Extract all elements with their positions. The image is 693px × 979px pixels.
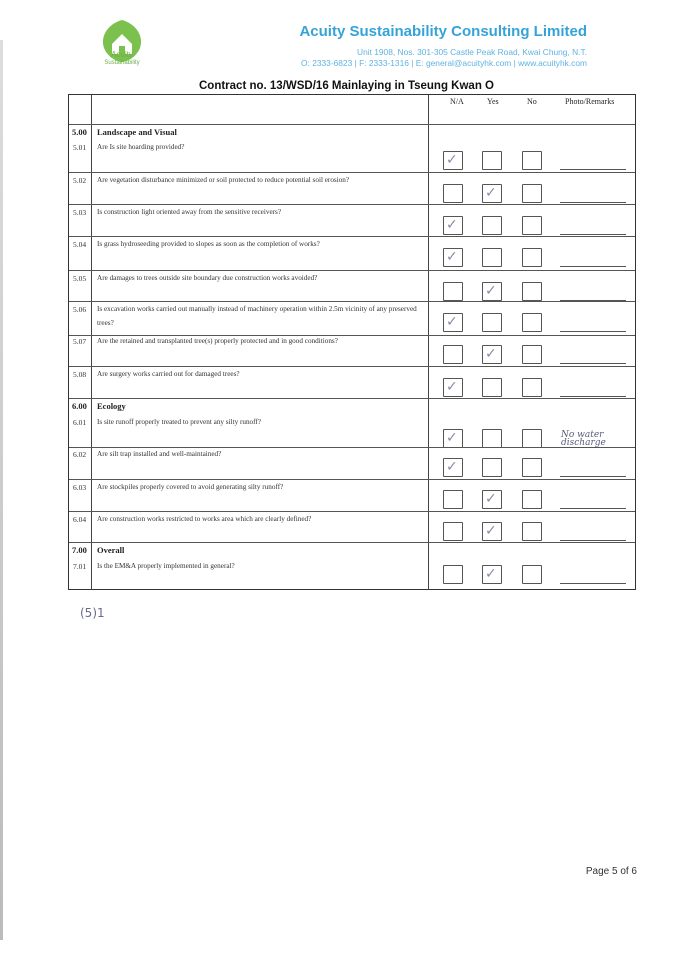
col-header-yes: Yes: [487, 97, 499, 106]
section-number: 6.00: [72, 401, 87, 411]
company-name: Acuity Sustainability Consulting Limited: [299, 23, 587, 40]
handwritten-note: (5)1: [80, 606, 105, 620]
item-question: Are construction works restricted to works area which are clearly defined?: [97, 515, 312, 523]
checkbox-yes[interactable]: [482, 565, 502, 584]
checkbox-na[interactable]: [443, 282, 463, 301]
item-number: 5.02: [73, 176, 87, 185]
checkbox-yes[interactable]: [482, 378, 502, 397]
page-number: Page 5 of 6: [585, 866, 637, 877]
remarks-field[interactable]: [560, 476, 626, 477]
remarks-field[interactable]: [560, 169, 626, 170]
checkbox-no[interactable]: [522, 522, 542, 541]
check-mark-icon: ✓: [446, 379, 458, 395]
item-number: 5.06: [73, 305, 87, 314]
section-number: 7.00: [72, 545, 87, 555]
company-contact: O: 2333-6823 | F: 2333-1316 | E: general@acuityhk.com | www.acuityhk.com: [301, 58, 587, 68]
checkbox-na[interactable]: [443, 151, 463, 170]
check-mark-icon: ✓: [446, 430, 458, 446]
section-number: 5.00: [72, 127, 87, 137]
item-question: Are vegetation disturbance minimized or soil protected to reduce potential soil erosion?: [97, 176, 350, 184]
remarks-field[interactable]: [560, 234, 626, 235]
checkbox-na[interactable]: [443, 345, 463, 364]
remarks-field[interactable]: [560, 396, 626, 397]
checkbox-no[interactable]: [522, 458, 542, 477]
item-question: Is construction light oriented away from the sensitive receivers?: [97, 208, 282, 216]
check-mark-icon: ✓: [446, 249, 458, 265]
checkbox-na[interactable]: [443, 429, 463, 448]
company-address: Unit 1908, Nos. 301-305 Castle Peak Road, Kwai Chung, N.T.: [357, 47, 587, 57]
check-mark-icon: ✓: [485, 491, 497, 507]
col-divider-options: [428, 95, 429, 589]
col-header-remarks: Photo/Remarks: [565, 97, 615, 106]
checkbox-na[interactable]: [443, 313, 463, 332]
item-question: Is site runoff properly treated to prevent any silty runoff?: [97, 418, 261, 426]
checkbox-na[interactable]: [443, 378, 463, 397]
checkbox-na[interactable]: [443, 458, 463, 477]
item-number: 6.03: [73, 483, 87, 492]
checkbox-yes[interactable]: [482, 248, 502, 267]
checkbox-na[interactable]: [443, 248, 463, 267]
checkbox-no[interactable]: [522, 248, 542, 267]
checkbox-no[interactable]: [522, 184, 542, 203]
remarks-field[interactable]: [560, 331, 626, 332]
item-number: 5.04: [73, 240, 87, 249]
remarks-field[interactable]: [560, 583, 626, 584]
check-mark-icon: ✓: [485, 566, 497, 582]
checkbox-no[interactable]: [522, 345, 542, 364]
check-mark-icon: ✓: [446, 459, 458, 475]
item-question: Are damages to trees outside site boundary due construction works avoided?: [97, 274, 318, 282]
checkbox-yes[interactable]: [482, 216, 502, 235]
row-divider: [69, 398, 635, 399]
handwritten-remark: No water discharge: [561, 430, 606, 448]
checkbox-yes[interactable]: [482, 429, 502, 448]
item-question: Is excavation works carried out manually instead of machinery operation within 2.5m vicinity of any preserved trees?: [97, 305, 417, 327]
item-number: 5.08: [73, 370, 87, 379]
item-question: Are the retained and transplanted tree(s) properly protected and in good conditions?: [97, 337, 338, 345]
checkbox-na[interactable]: [443, 565, 463, 584]
remarks-field[interactable]: [560, 363, 626, 364]
item-question: Are silt trap installed and well-maintained?: [97, 450, 222, 458]
item-number: 7.01: [73, 562, 87, 571]
item-number: 5.07: [73, 337, 87, 346]
item-question: Is grass hydroseeding provided to slopes as soon as the completion of works?: [97, 240, 320, 248]
check-mark-icon: ✓: [485, 346, 497, 362]
logo-subtext: Sustainability: [104, 60, 140, 66]
checkbox-na[interactable]: [443, 490, 463, 509]
check-mark-icon: ✓: [485, 185, 497, 201]
logo-text: Acuity: [111, 50, 133, 59]
item-number: 5.01: [73, 143, 87, 152]
header-divider: [69, 124, 635, 125]
remarks-field[interactable]: [560, 266, 626, 267]
checkbox-na[interactable]: [443, 184, 463, 203]
col-header-na: N/A: [450, 97, 464, 106]
check-mark-icon: ✓: [446, 314, 458, 330]
checklist-form: [68, 94, 636, 590]
checkbox-no[interactable]: [522, 282, 542, 301]
checkbox-no[interactable]: [522, 216, 542, 235]
section-title: Landscape and Visual: [97, 127, 177, 137]
item-question: Is the EM&A properly implemented in general?: [97, 562, 235, 570]
check-mark-icon: ✓: [446, 217, 458, 233]
check-mark-icon: ✓: [446, 152, 458, 168]
checkbox-no[interactable]: [522, 378, 542, 397]
item-number: 6.01: [73, 418, 87, 427]
item-number: 6.04: [73, 515, 87, 524]
checkbox-yes[interactable]: [482, 151, 502, 170]
checkbox-no[interactable]: [522, 490, 542, 509]
checkbox-yes[interactable]: [482, 490, 502, 509]
checkbox-yes[interactable]: [482, 522, 502, 541]
section-title: Ecology: [97, 401, 126, 411]
col-header-no: No: [527, 97, 537, 106]
checkbox-no[interactable]: [522, 151, 542, 170]
checkbox-na[interactable]: [443, 216, 463, 235]
item-question: Are Is site hoarding provided?: [97, 143, 185, 151]
checkbox-yes[interactable]: [482, 184, 502, 203]
checkbox-yes[interactable]: [482, 458, 502, 477]
item-question: Are surgery works carried out for damaged trees?: [97, 370, 240, 378]
checkbox-yes[interactable]: [482, 345, 502, 364]
checkbox-na[interactable]: [443, 522, 463, 541]
remarks-field[interactable]: [560, 202, 626, 203]
remarks-field[interactable]: [560, 540, 626, 541]
checkbox-yes[interactable]: [482, 313, 502, 332]
checkbox-yes[interactable]: [482, 282, 502, 301]
row-divider: [69, 542, 635, 543]
col-divider-num: [91, 95, 92, 589]
check-mark-icon: ✓: [485, 523, 497, 539]
checkbox-no[interactable]: [522, 313, 542, 332]
item-number: 6.02: [73, 450, 87, 459]
item-question: Are stockpiles properly covered to avoid generating silty runoff?: [97, 483, 284, 491]
checkbox-no[interactable]: [522, 429, 542, 448]
contract-title: Contract no. 13/WSD/16 Mainlaying in Tseung Kwan O: [199, 80, 494, 92]
scan-edge-shadow: [0, 40, 3, 940]
section-title: Overall: [97, 545, 125, 555]
item-number: 5.03: [73, 208, 87, 217]
checkbox-no[interactable]: [522, 565, 542, 584]
item-number: 5.05: [73, 274, 87, 283]
remarks-field[interactable]: [560, 508, 626, 509]
check-mark-icon: ✓: [485, 283, 497, 299]
